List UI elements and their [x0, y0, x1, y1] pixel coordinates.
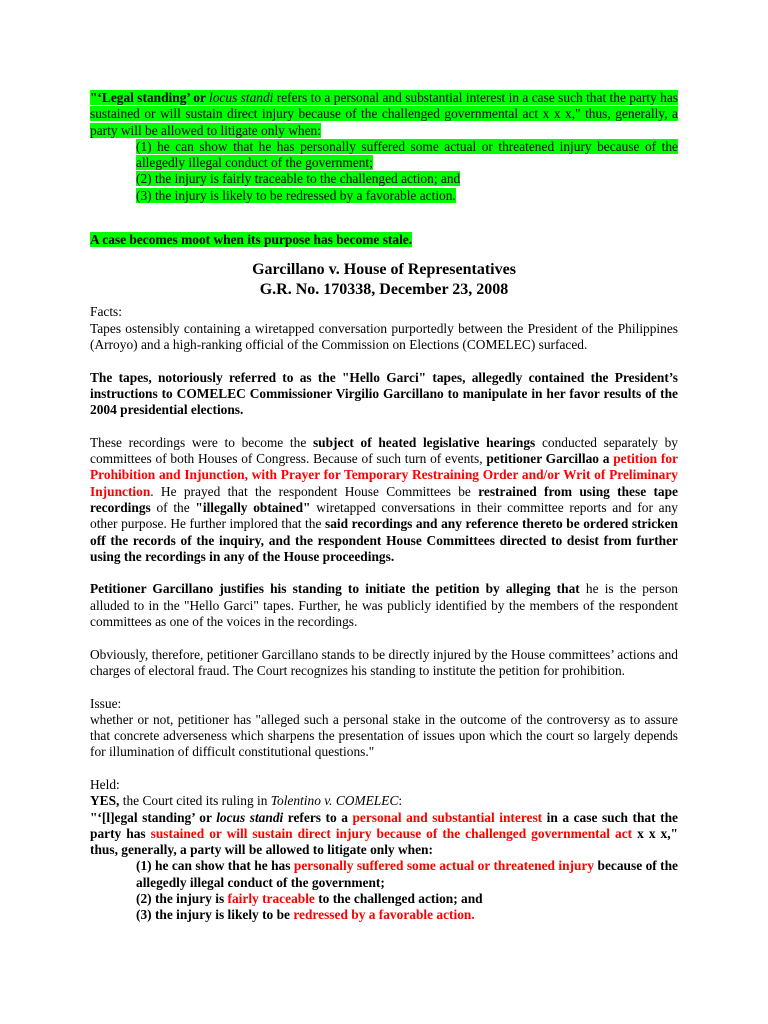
requirement-3-highlighted: (3) the injury is likely to be redressed by a favorable action. [136, 187, 456, 203]
facts-paragraph-2: The tapes, notoriously referred to as the "Hello Garci" tapes, allegedly contained the President’s instructions to COMELEC Commissioner Virgilio Garcillano to manipulate in her favor results of the 2004 presidential elections. [90, 369, 678, 418]
held-intro: YES, the Court cited its ruling in Tolentino v. COMELEC: [90, 793, 403, 809]
document-page [90, 90, 678, 924]
facts-paragraph-1: Tapes ostensibly containing a wiretapped conversation purportedly between the President of the Philippines (Arroyo) and a high-ranking official of the Commission on Elections (COMELEC) surfaced. [90, 320, 678, 352]
standing-definition-text: refers to a personal and substantial interest in a case such that the party has sustained or will sustain direct injury because of the challenged governmental act x x x," thus, generally, a party will be allowed to litigate only when: [90, 90, 679, 138]
requirement-2-highlighted: (2) the injury is fairly traceable to the challenged action; and [136, 171, 461, 187]
facts-paragraph-5: Obviously, therefore, petitioner Garcillano stands to be directly injured by the House committees’ actions and charges of electoral fraud. The Court recognizes his standing to institute the petition for prohibition. [90, 646, 678, 678]
issue-label: Issue: [90, 695, 122, 711]
held-requirement-2: (2) the injury is fairly traceable to the challenged action; and [136, 891, 483, 907]
held-requirement-1: (1) he can show that he has personally suffered some actual or threatened injury because of the allegedly illegal conduct of the government; [136, 858, 678, 890]
quote-open: "‘ [90, 90, 102, 105]
facts-paragraph-4: Petitioner Garcillano justifies his standing to initiate the petition by alleging that he is the person alluded to in the "Hello Garci" tapes. Further, he was publicly identified by the members of the respondent committees as one of the voices in the recordings. [90, 581, 678, 630]
held-requirement-3: (3) the injury is likely to be redressed by a favorable action. [136, 907, 475, 923]
case-citation: G.R. No. 170338, December 23, 2008 [259, 281, 509, 299]
facts-label: Facts: [90, 304, 122, 320]
locus-standi-term: locus standi [209, 90, 274, 105]
facts-paragraph-3: These recordings were to become the subject of heated legislative hearings conducted separately by committees of both Houses of Congress. Because of such turn of events, petitioner Garcillao a petition for Prohibition and Injunction, with Prayer for Temporary Restraining Order and/or Writ of Preliminary Injunction. He prayed that the respondent House Committees be restrained from using these tape recordings of the "illegally obtained" wiretapped conversations in their committee reports and for any other purpose. He further implored that the said recordings and any reference thereto be ordered stricken off the records of the inquiry, and the respondent House Committees directed to desist from further using the recordings in any of the House proceedings. [90, 434, 679, 564]
standing-definition-highlighted [90, 90, 678, 139]
legal-standing-term: Legal standing’ or [101, 90, 210, 105]
case-title: Garcillano v. House of Representatives [252, 261, 516, 279]
issue-text: whether or not, petitioner has "alleged such a personal stake in the outcome of the controversy as to assure that concrete adverseness which sharpens the presentation of issues upon which the court so largely depends for illumination of difficult constitutional questions." [90, 711, 678, 760]
held-label: Held: [90, 776, 120, 792]
moot-definition: A case becomes moot when its purpose has become stale. [90, 232, 413, 248]
requirement-1-highlighted: (1) he can show that he has personally suffered some actual or threatened injury because of the allegedly illegal conduct of the government; [136, 138, 678, 171]
petition-type: petition for Prohibition and Injunction, with Prayer for Temporary Restraining Order and/or Writ of Preliminary Injunction [90, 451, 678, 499]
held-standing-quote: "‘[l]egal standing’ or locus standi refers to a personal and substantial interest in a case such that the party has sustained or will sustain direct injury because of the challenged governmental act x x x," thus, generally, a party will be allowed to litigate only when: [90, 809, 678, 858]
